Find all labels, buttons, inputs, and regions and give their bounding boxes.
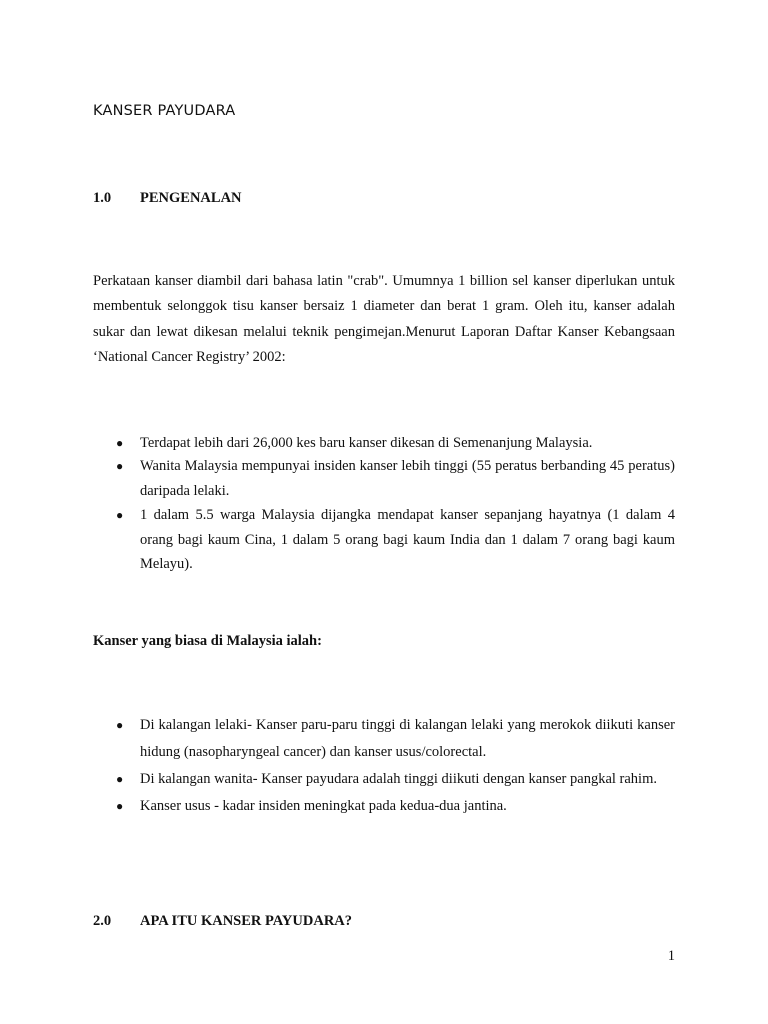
cancer-statistics-list — [116, 432, 675, 577]
intro-paragraph: Perkataan kanser diambil dari bahasa latin "crab". Umumnya 1 billion sel kanser diperlukan untuk membentuk selonggok tisu kanser bersaiz 1 diameter dan berat 1 gram. Oleh itu, kanser adalah sukar dan lewat dikesan melalui teknik pengimejan.Menurut Laporan Daftar Kanser Kebangsaan ‘National Cancer Registry’ 2002: — [93, 273, 675, 365]
list-item — [116, 766, 675, 793]
list-item — [116, 503, 675, 577]
bullet-icon: ● — [116, 799, 124, 813]
list-item-text: Di kalangan lelaki- Kanser paru-paru tinggi di kalangan lelaki yang merokok diikuti kanser hidung (nasopharyngeal cancer) dan kanser usus/colorectal. — [140, 717, 675, 760]
list-item — [116, 454, 675, 503]
list-item-text: Kanser usus - kadar insiden meningkat pada kedua-dua jantina. — [140, 798, 507, 814]
section-heading-apa-itu — [93, 913, 352, 930]
section-title: PENGENALAN — [140, 190, 242, 206]
section-title: APA ITU KANSER PAYUDARA? — [140, 913, 353, 929]
list-item — [116, 793, 675, 820]
page-number: 1 — [667, 948, 675, 964]
bullet-icon: ● — [116, 508, 124, 522]
document-title: KANSER PAYUDARA — [93, 103, 236, 119]
section-number: 2.0 — [93, 913, 112, 929]
bullet-icon: ● — [116, 718, 124, 732]
list-item-text: Di kalangan wanita- Kanser payudara adalah tinggi diikuti dengan kanser pangkal rahim. — [140, 771, 657, 787]
bullet-icon: ● — [116, 436, 124, 450]
list-item-text: Terdapat lebih dari 26,000 kes baru kanser dikesan di Semenanjung Malaysia. — [140, 435, 593, 451]
list-item-text: Wanita Malaysia mempunyai insiden kanser lebih tinggi (55 peratus berbanding 45 peratus) daripada lelaki. — [140, 458, 675, 499]
bullet-icon: ● — [116, 459, 124, 473]
list-item-text: 1 dalam 5.5 warga Malaysia dijangka mendapat kanser sepanjang hayatnya (1 dalam 4 orang bagi kaum Cina, 1 dalam 5 orang bagi kaum India dan 1 dalam 7 orang bagi kaum Melayu). — [140, 507, 675, 572]
list-item — [116, 712, 675, 766]
section-number: 1.0 — [93, 190, 112, 206]
section-heading-pengenalan — [93, 190, 242, 207]
bullet-icon: ● — [116, 772, 124, 786]
common-cancers-heading: Kanser yang biasa di Malaysia ialah: — [93, 633, 322, 649]
list-item — [116, 432, 675, 454]
common-cancers-list — [116, 712, 675, 820]
